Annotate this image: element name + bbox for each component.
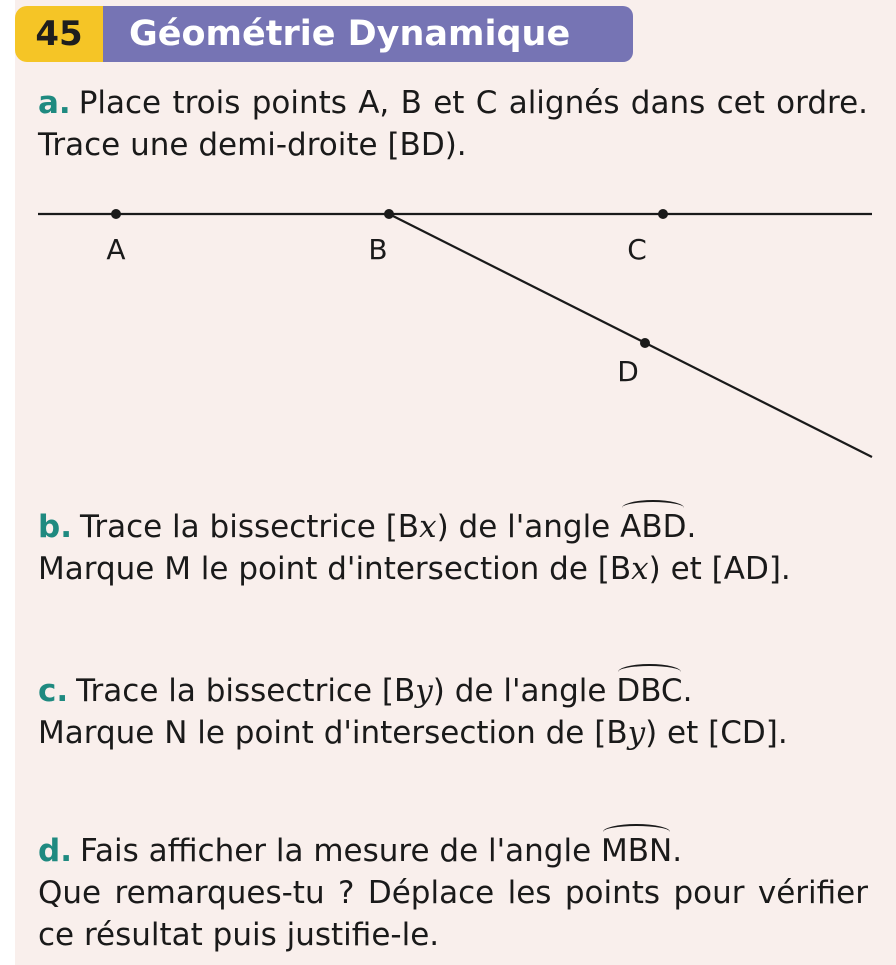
question-b-text-1: Trace la bissectrice [B [79, 509, 420, 545]
question-d-text-1: Fais afficher la mesure de l'angle [79, 833, 592, 869]
question-b [38, 506, 868, 590]
question-d [38, 830, 868, 956]
angle-mbn: MBN [601, 830, 672, 872]
point-c [658, 209, 668, 219]
question-c-text-5: ) et [CD]. [645, 715, 788, 751]
angle-abd: ABD [620, 506, 686, 548]
variable-y-2: y [627, 715, 646, 751]
question-d-text-2: . [672, 833, 683, 869]
question-d-text-3: Que remarques-tu ? Déplace les points pour vérifier ce résultat puis justifie-le. [38, 875, 868, 953]
question-c-text-1: Trace la bissectrice [B [76, 673, 416, 709]
label-a: A [106, 233, 126, 266]
label-c: C [627, 233, 647, 266]
question-c-text-4: Marque N le point d'intersection de [B [38, 715, 628, 751]
question-c-text-3: . [682, 673, 693, 709]
question-a-label: a. [38, 85, 71, 121]
question-c-text-2: ) de l'angle [432, 673, 607, 709]
variable-y: y [415, 673, 433, 709]
point-a [111, 209, 121, 219]
question-d-label: d. [38, 833, 72, 869]
variable-x-2: x [631, 551, 649, 587]
point-b [384, 209, 394, 219]
question-c-label: c. [38, 673, 69, 709]
point-d [640, 338, 650, 348]
label-d: D [617, 355, 639, 388]
question-b-text-4: Marque M le point d'intersection de [B [38, 551, 632, 587]
question-b-text-3: . [686, 509, 697, 545]
question-c [38, 670, 868, 754]
question-b-text-5: ) et [AD]. [648, 551, 791, 587]
question-b-text-2: ) de l'angle [436, 509, 611, 545]
question-b-label: b. [38, 509, 72, 545]
label-b: B [368, 233, 388, 266]
variable-x: x [419, 509, 437, 545]
exercise-title: Géométrie Dynamique [103, 6, 633, 62]
exercise-number: 45 [15, 6, 103, 62]
angle-dbc: DBC [616, 670, 682, 712]
question-a-text: Place trois points A, B et C alignés dans cet ordre. Trace une demi-droite [BD). [38, 85, 868, 163]
